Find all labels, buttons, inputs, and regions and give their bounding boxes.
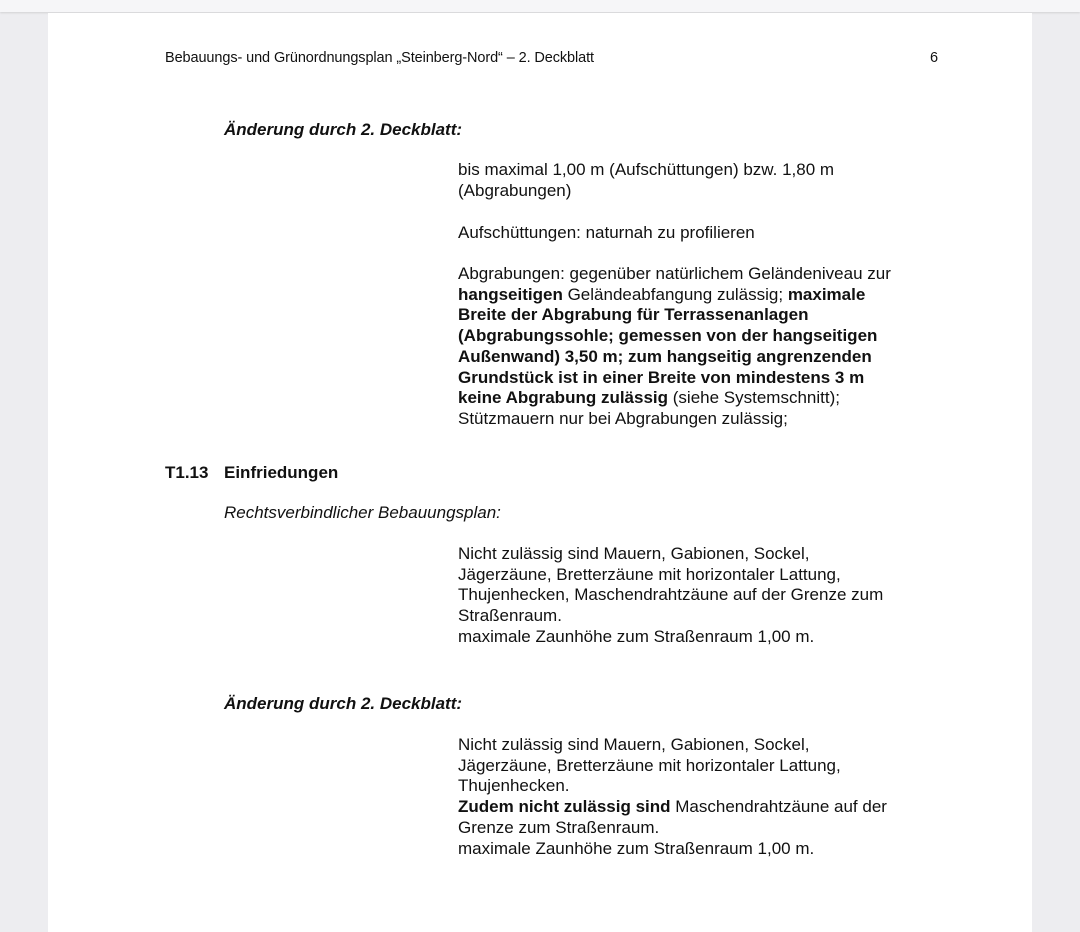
plain-text: Geländeabfangung zulässig;: [562, 284, 788, 304]
text-line: Nicht zulässig sind Mauern, Gabionen, Sockel,: [458, 544, 810, 563]
paragraph-fill: [458, 223, 928, 244]
page-number: 6: [930, 50, 939, 66]
text-line: Jägerzäune, Bretterzäune mit horizontaler Lattung,: [458, 564, 841, 584]
text-line: Stützmauern nur bei Abgrabungen zulässig;: [458, 408, 788, 428]
document-page: [48, 13, 1032, 932]
plain-text: Maschendrahtzäune auf der: [670, 797, 887, 817]
paragraph-excavation: [458, 264, 928, 430]
text-line: Nicht zulässig sind Mauern, Gabionen, Sockel,: [458, 735, 810, 754]
viewer-toolbar: [0, 0, 1080, 12]
text-line: [458, 388, 928, 409]
paragraph-fencing-amended: [458, 735, 928, 859]
amendment-heading-2: Änderung durch 2. Deckblatt:: [224, 694, 463, 713]
text-line: [458, 797, 928, 818]
amendment-heading-1: Änderung durch 2. Deckblatt:: [224, 120, 463, 139]
text-line: maximale Zaunhöhe zum Straßenraum 1,00 m.: [458, 626, 815, 646]
plain-text: (siehe Systemschnitt);: [668, 388, 840, 408]
text-line: Grundstück ist in einer Breite von mindestens 3 m: [458, 367, 865, 387]
text-line: Aufschüttungen: naturnah zu profilieren: [458, 223, 755, 242]
paragraph-height-limits: [458, 160, 928, 201]
text-line: Thujenhecken.: [458, 776, 570, 796]
text-line: (Abgrabungen): [458, 180, 572, 200]
text-line: [458, 285, 928, 306]
bold-text: hangseitigen: [458, 284, 563, 304]
text-line: maximale Zaunhöhe zum Straßenraum 1,00 m.: [458, 838, 815, 858]
bold-text: maximale: [787, 284, 866, 304]
legal-plan-subheading: Rechtsverbindlicher Bebauungsplan:: [224, 503, 501, 522]
bold-text: keine Abgrabung zulässig: [458, 388, 669, 408]
text-line: Straßenraum.: [458, 606, 562, 626]
text-line: Thujenhecken, Maschendrahtzäune auf der Grenze zum: [458, 585, 884, 605]
text-line: Breite der Abgrabung für Terrassenanlagen: [458, 305, 809, 325]
text-line: (Abgrabungssohle; gemessen von der hangseitigen: [458, 326, 878, 346]
text-line: Grenze zum Straßenraum.: [458, 817, 660, 837]
text-line: Jägerzäune, Bretterzäune mit horizontaler Lattung,: [458, 755, 841, 775]
text-line: Außenwand) 3,50 m; zum hangseitig angrenzenden: [458, 346, 872, 366]
bold-text: Zudem nicht zulässig sind: [458, 797, 671, 817]
section-title: Einfriedungen: [224, 463, 339, 482]
text-line: Abgrabungen: gegenüber natürlichem Geländeniveau zur: [458, 264, 891, 283]
section-number: T1.13: [165, 463, 209, 482]
page-header-title: Bebauungs- und Grünordnungsplan „Steinberg-Nord“ – 2. Deckblatt: [165, 50, 594, 66]
paragraph-fencing-original: [458, 544, 928, 648]
text-line: bis maximal 1,00 m (Aufschüttungen) bzw. 1,80 m: [458, 160, 835, 179]
